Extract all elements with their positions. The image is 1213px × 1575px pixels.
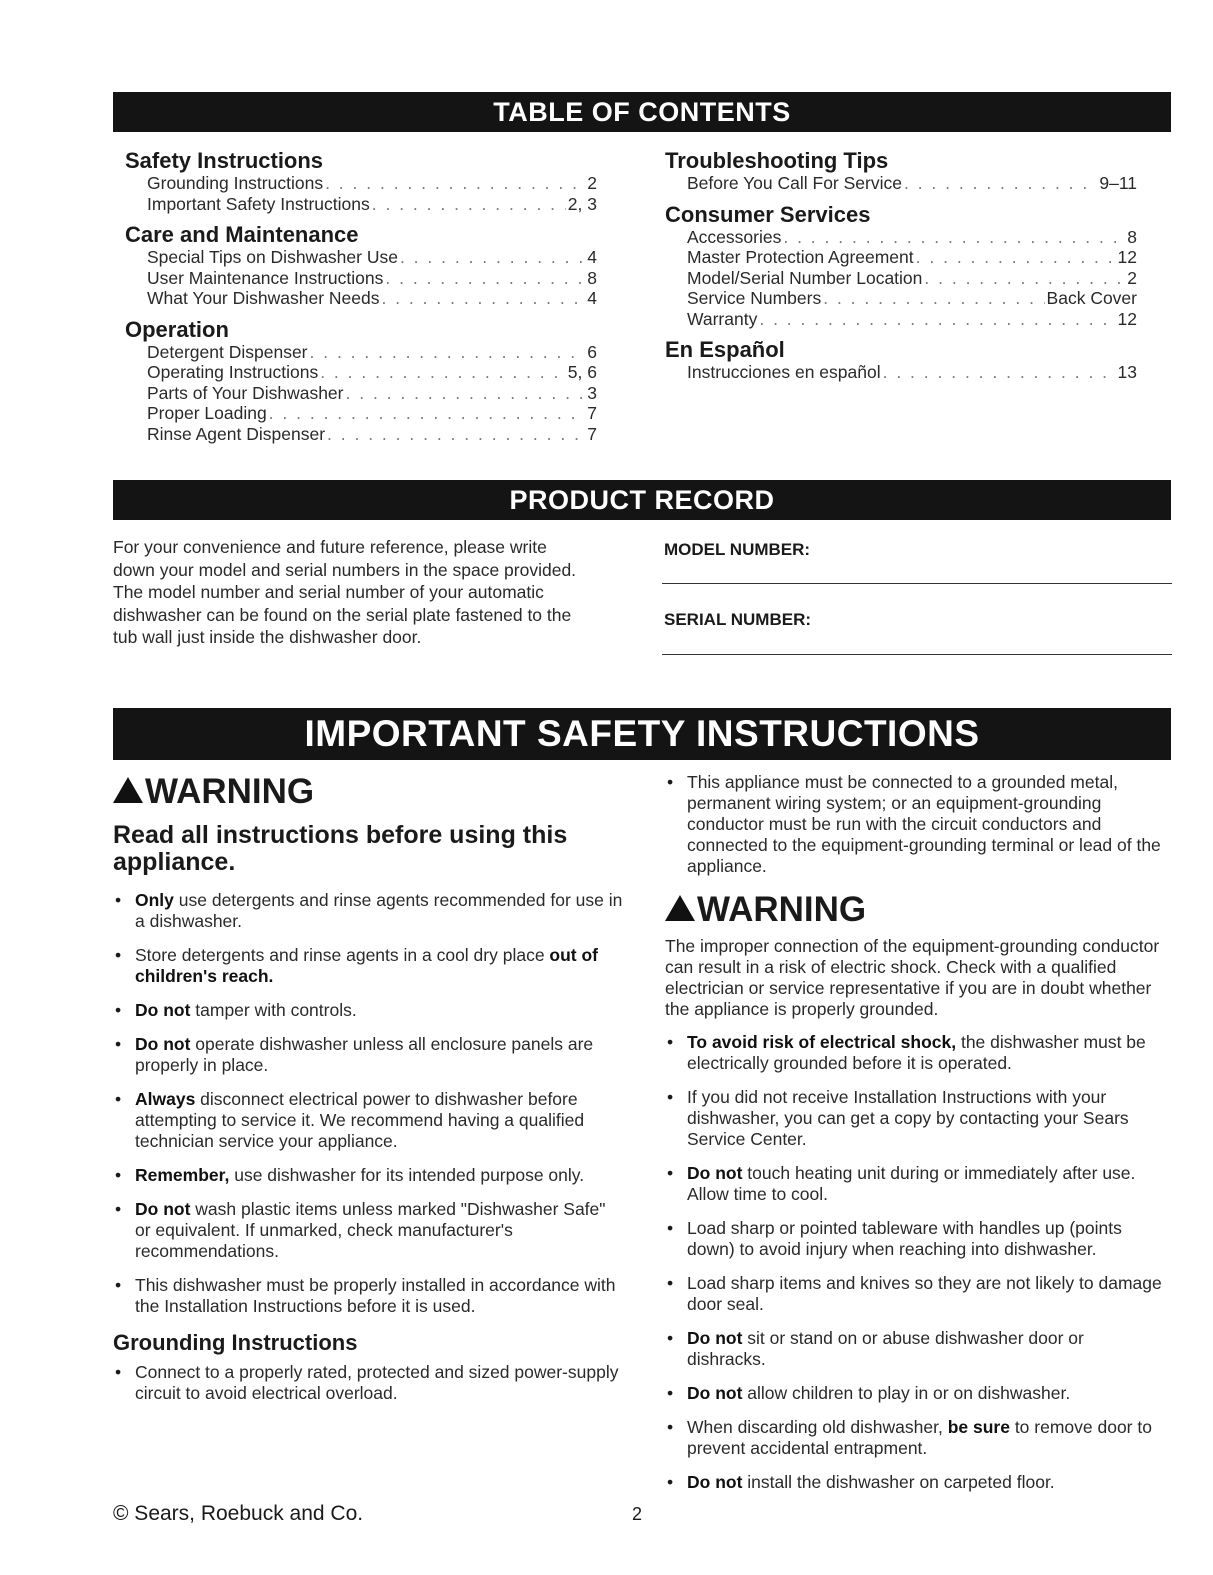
safety-bullet [665,1417,1165,1459]
copyright-footer: © Sears, Roebuck and Co. [113,1502,364,1525]
bullet-emphasis: Do not [687,1163,743,1183]
bullet-text: allow children to play in or on dishwasher. [742,1383,1071,1403]
serial-number-label: SERIAL NUMBER: [664,610,812,629]
toc-leader-dots [310,342,586,363]
bullet-emphasis: Remember, [135,1165,230,1185]
toc-entry[interactable] [665,309,1137,330]
toc-entry-label: User Maintenance Instructions [147,267,384,288]
toc-leader-dots [325,173,585,194]
bullet-emphasis: Do not [687,1472,743,1492]
toc-section-heading: Safety Instructions [125,148,324,173]
bullet-text: operate dishwasher unless all enclosure panels are properly in place. [135,1034,594,1075]
bullet-emphasis: Always [135,1089,196,1109]
safety-bullet [665,1273,1165,1315]
toc-entry[interactable] [665,362,1137,383]
bullet-text: tamper with controls. [190,1000,357,1020]
toc-entry[interactable] [125,342,597,363]
product-record-banner: PRODUCT RECORD [113,480,1171,520]
toc-group [125,222,597,309]
bullet-text: touch heating unit during or immediately after use. Allow time to cool. [687,1163,1136,1204]
toc-banner: TABLE OF CONTENTS [113,92,1171,132]
safety-bullet [113,1000,623,1021]
model-number-line [662,583,1172,584]
toc-entry[interactable] [665,227,1137,248]
toc-entry[interactable] [665,247,1137,268]
safety-bullet [113,890,623,932]
toc-entry[interactable] [125,173,597,194]
safety-bullet-list-right-top [665,772,1165,877]
toc-left-column [125,148,597,452]
toc-entry-page: 2 [1127,267,1137,288]
toc-entry[interactable] [665,288,1137,309]
toc-leader-dots [783,227,1125,248]
safety-bullet [113,945,623,987]
bullet-text: sit or stand on or abuse dishwasher door or dishracks. [687,1328,1084,1369]
safety-banner: IMPORTANT SAFETY INSTRUCTIONS [113,708,1171,760]
toc-entry-page: 8 [1127,226,1137,247]
toc-entry[interactable] [125,403,597,424]
warning-paragraph: The improper connection of the equipment-grounding conductor can result in a risk of electric shock. Check with a qualified electrician or service representative if you are in doubt whether the appliance is properly grounded. [665,936,1160,1019]
warning-word: WARNING [697,890,867,929]
toc-entry-page: 12 [1117,247,1137,267]
toc-entry[interactable] [125,362,597,383]
bullet-emphasis: be sure [947,1417,1010,1437]
bullet-text: This dishwasher must be properly installed in accordance with the Installation Instructions before it is used. [135,1275,616,1316]
safety-bullet [665,1032,1165,1074]
toc-entry-label: Special Tips on Dishwasher Use [147,247,398,267]
toc-entry-label: Parts of Your Dishwasher [147,382,344,403]
toc-entry-page: 3 [587,382,597,403]
toc-leader-dots [904,173,1097,194]
toc-entry-page: 4 [587,247,597,267]
warning-heading [113,772,623,812]
toc-entry[interactable] [125,247,597,268]
toc-group [665,202,1137,330]
toc-entry[interactable] [665,268,1137,289]
bullet-text: Load sharp or pointed tableware with handles up (points down) to avoid injury when reaching into dishwasher. [687,1218,1122,1259]
toc-leader-dots [400,247,585,268]
toc-entry-page: 5, 6 [567,362,597,382]
toc-entry-label: Grounding Instructions [147,173,324,193]
warning-heading-2 [665,890,1165,930]
product-record-text: For your convenience and future reference, please write down your model and serial numbers in the space provided. The model number and serial number of your automatic dishwasher can be found on the serial plate fastened to the tub wall just inside the dishwasher door. [113,537,577,647]
toc-entry-page: 6 [587,341,597,362]
warning-word: WARNING [145,772,315,811]
bullet-emphasis: Do not [135,1000,191,1020]
toc-entry-label: Proper Loading [147,403,267,423]
toc-leader-dots [823,288,1044,309]
toc-leader-dots [327,424,585,445]
toc-leader-dots [346,383,586,404]
toc-leader-dots [269,403,586,424]
safety-bullet [113,1199,623,1262]
toc-entry[interactable] [125,383,597,404]
toc-entry-label: Warranty [687,308,758,329]
read-all-heading: Read all instructions before using this appliance. [113,821,568,876]
bullet-text: If you did not receive Installation Instructions with your dishwasher, you can get a copy by contacting your Sears Service Center. [687,1087,1129,1149]
bullet-text: Store detergents and rinse agents in a cool dry place [135,945,550,965]
toc-entry-page: 12 [1117,308,1137,329]
safety-bullet-list-right [665,1032,1165,1493]
safety-bullet [113,1165,623,1186]
toc-entry-label: Accessories [687,226,782,247]
bullet-emphasis: Do not [687,1328,743,1348]
toc-group [665,337,1137,383]
toc-entry-page: 9–11 [1099,173,1137,193]
bullet-emphasis: out of children's reach. [135,945,599,986]
bullet-text: the dishwasher must be electrically grounded before it is operated. [687,1032,1146,1073]
bullet-text: This appliance must be connected to a grounded metal, permanent wiring system; or an equipment-grounding conductor must be run with the circuit conductors and connected to the equipment-grounding terminal or lead of the appliance. [687,772,1161,876]
bullet-emphasis: Do not [135,1199,191,1219]
safety-bullet [113,1362,623,1404]
safety-bullet [665,1163,1165,1205]
bullet-text: use detergents and rinse agents recommended for use in a dishwasher. [135,890,623,931]
toc-section-heading: Consumer Services [665,201,871,227]
toc-entry[interactable] [125,288,597,309]
grounding-bullet-list [113,1362,623,1404]
toc-section-heading: Care and Maintenance [125,222,359,247]
serial-number-line [662,654,1172,655]
toc-entry[interactable] [125,194,597,215]
toc-entry[interactable] [125,268,597,289]
toc-entry-page: 8 [587,267,597,288]
toc-entry-page: 2, 3 [567,193,597,214]
bullet-emphasis: Do not [687,1383,743,1403]
toc-entry-label: Before You Call For Service [687,173,902,193]
safety-bullet [113,1275,623,1317]
bullet-emphasis: Only [135,890,174,910]
toc-entry-label: Service Numbers [687,288,822,308]
safety-bullet [665,1328,1165,1370]
toc-entry-label: Master Protection Agreement [687,247,914,267]
toc-leader-dots [759,309,1115,330]
toc-leader-dots [883,362,1116,383]
toc-group [665,148,1137,194]
safety-bullet [665,772,1165,877]
grounding-instructions-heading: Grounding Instructions [113,1330,358,1355]
bullet-text: wash plastic items unless marked "Dishwasher Safe" or equivalent. If unmarked, check manufacturer's recommendations. [135,1199,606,1261]
safety-right-column [665,772,1165,1506]
toc-leader-dots [320,362,566,383]
safety-bullet [665,1087,1165,1150]
toc-entry-label: Instrucciones en español [687,362,881,382]
toc-leader-dots [916,247,1116,268]
toc-right-column [665,148,1137,391]
toc-section-heading: En Español [665,337,785,362]
toc-entry-label: Detergent Dispenser [147,341,308,362]
safety-bullet [113,1034,623,1076]
safety-bullet-list-left [113,890,623,1317]
warning-triangle-icon [665,895,695,921]
safety-bullet [113,1089,623,1152]
toc-entry-label: Important Safety Instructions [147,193,370,214]
page-number: 2 [632,1504,643,1524]
toc-section-heading: Troubleshooting Tips [665,148,889,173]
model-number-label: MODEL NUMBER: [664,540,811,559]
toc-section-heading: Operation [125,316,229,342]
toc-entry-page: 13 [1117,362,1137,382]
toc-leader-dots [381,288,585,309]
safety-bullet [665,1218,1165,1260]
bullet-text: install the dishwasher on carpeted floor. [742,1472,1055,1492]
bullet-text: Connect to a properly rated, protected and sized power-supply circuit to avoid electrical overload. [135,1362,619,1403]
toc-leader-dots [385,268,585,289]
toc-entry[interactable] [125,424,597,445]
toc-group [125,317,597,445]
toc-group [125,148,597,214]
toc-leader-dots [372,194,566,215]
bullet-text: Load sharp items and knives so they are not likely to damage door seal. [687,1273,1162,1314]
bullet-emphasis: To avoid risk of electrical shock, [687,1032,957,1052]
toc-entry-label: What Your Dishwasher Needs [147,288,380,308]
warning-triangle-icon [113,777,143,803]
toc-leader-dots [924,268,1125,289]
bullet-text: use dishwasher for its intended purpose only. [229,1165,585,1185]
bullet-emphasis: Do not [135,1034,191,1054]
safety-bullet [665,1383,1165,1404]
toc-entry-label: Operating Instructions [147,362,319,382]
toc-entry-page: 7 [587,403,597,423]
toc-entry-page: 2 [587,173,597,193]
toc-entry-page: Back Cover [1046,288,1137,308]
bullet-text: disconnect electrical power to dishwasher before attempting to service it. We recommend having a qualified technician service your appliance. [135,1089,585,1151]
bullet-text: to remove door to prevent accidental entrapment. [687,1417,1152,1458]
toc-entry-page: 4 [587,288,597,308]
toc-entry-label: Model/Serial Number Location [687,267,923,288]
safety-bullet [665,1472,1165,1493]
toc-entry-page: 7 [587,423,597,444]
toc-entry-label: Rinse Agent Dispenser [147,423,326,444]
bullet-text: When discarding old dishwasher, [687,1417,948,1437]
toc-entry[interactable] [665,173,1137,194]
safety-left-column [113,772,623,1417]
